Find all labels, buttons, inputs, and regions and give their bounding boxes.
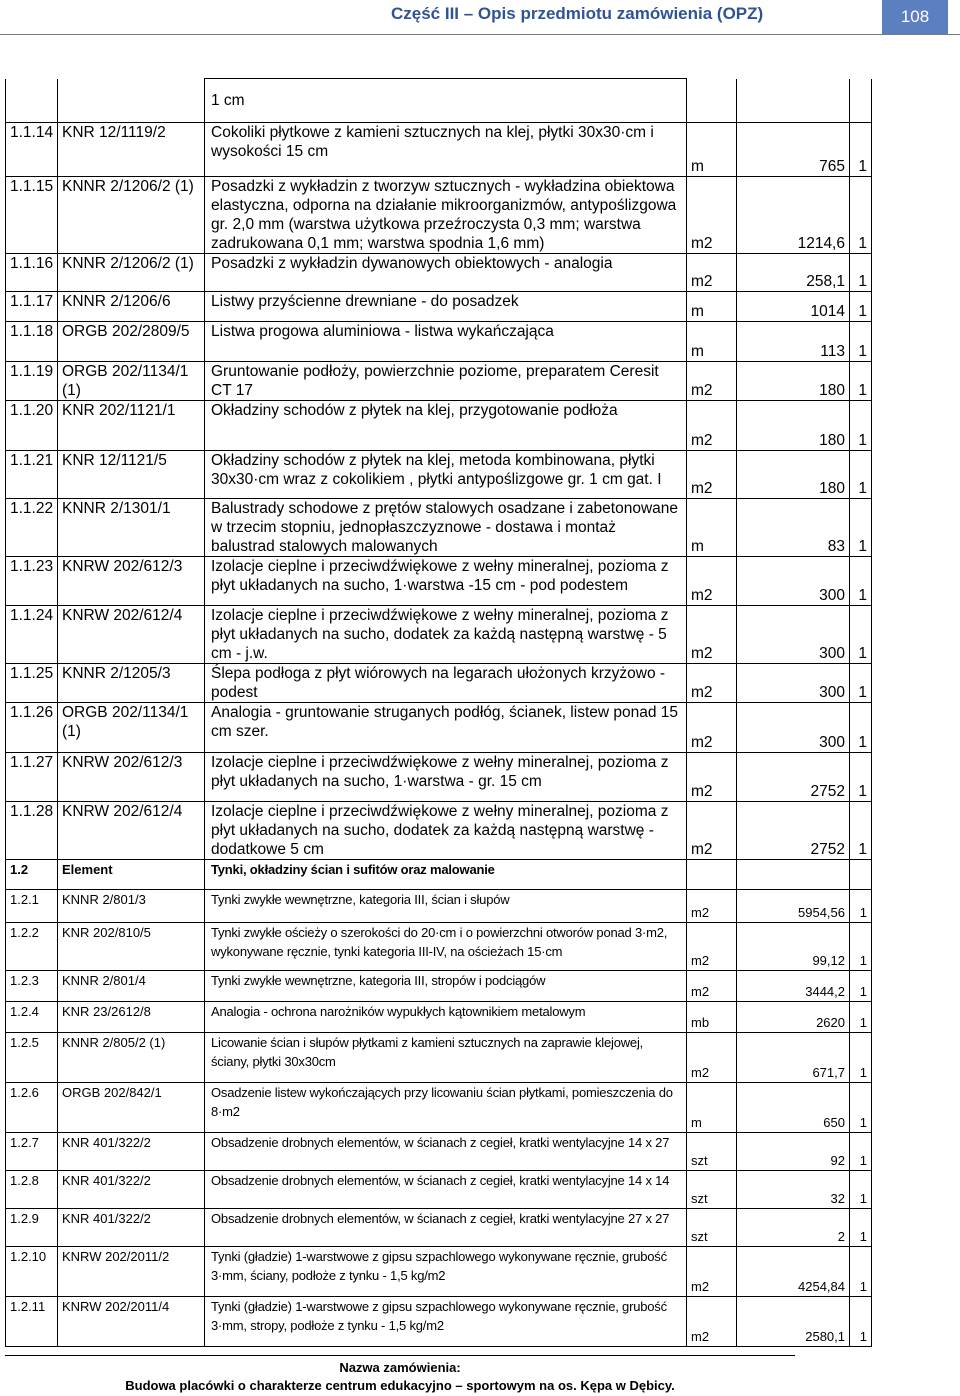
item-count: 1	[850, 177, 872, 254]
item-description: Tynki zwykłe wewnętrzne, kategoria III, ścian i słupów	[205, 890, 687, 923]
item-code: KNNR 2/1301/1	[58, 499, 205, 557]
item-quantity: 671,7	[737, 1033, 850, 1083]
item-description: Obsadzenie drobnych elementów, w ścianach z cegieł, kratki wentylacyjne 14 x 27	[205, 1133, 687, 1171]
element-title: Tynki, okładziny ścian i sufitów oraz malowanie	[205, 860, 687, 890]
item-number: 1.1.24	[6, 606, 58, 664]
item-quantity: 300	[737, 606, 850, 664]
item-count: 1	[850, 664, 872, 703]
table-row	[6, 1002, 872, 1033]
item-description: Tynki zwykłe wewnętrzne, kategoria III, stropów i podciągów	[205, 971, 687, 1002]
item-unit: mb	[687, 1002, 737, 1033]
item-number: 1.1.14	[6, 123, 58, 177]
table-row	[6, 1033, 872, 1083]
item-description: Balustrady schodowe z prętów stalowych osadzane i zabetonowane w trzecim stopniu, jednopłaszczyznowe - dostawa i montaż balustrad stalowych malowanych	[205, 499, 687, 557]
item-code: ORGB 202/842/1	[58, 1083, 205, 1133]
item-description: Izolacje cieplne i przeciwdźwiękowe z wełny mineralnej, poziomа z płyt układanych na sucho, 1·warstwa -15 cm - pod podestem	[205, 557, 687, 606]
page-number-badge: 108	[882, 0, 948, 34]
item-count: 1	[850, 923, 872, 971]
item-code: KNR 401/322/2	[58, 1171, 205, 1209]
item-quantity: 2752	[737, 802, 850, 860]
item-code: KNR 202/1121/1	[58, 401, 205, 451]
item-code: KNR 12/1119/2	[58, 123, 205, 177]
item-quantity: 1214,6	[737, 177, 850, 254]
item-quantity: 650	[737, 1083, 850, 1133]
item-count: 1	[850, 890, 872, 923]
item-code: KNRW 202/2011/4	[58, 1297, 205, 1347]
item-quantity: 2620	[737, 1002, 850, 1033]
item-count: 1	[850, 1171, 872, 1209]
item-description: Ślepa podłoga z płyt wiórowych na legarach ułożonych krzyżowo - podest	[205, 664, 687, 703]
table-row	[6, 499, 872, 557]
item-unit: m2	[687, 971, 737, 1002]
table-row	[6, 664, 872, 703]
table-row	[6, 923, 872, 971]
table-row	[6, 362, 872, 401]
item-count: 1	[850, 1209, 872, 1247]
item-count: 1	[850, 322, 872, 362]
item-unit: m2	[687, 254, 737, 292]
item-description: Listwy przyścienne drewniane - do posadzek	[205, 292, 687, 322]
item-code: KNRW 202/612/4	[58, 606, 205, 664]
item-unit: m2	[687, 401, 737, 451]
item-number: 1.1.15	[6, 177, 58, 254]
table-row	[6, 1297, 872, 1347]
item-count: 1	[850, 123, 872, 177]
item-count: 1	[850, 1297, 872, 1347]
item-code: KNRW 202/612/4	[58, 802, 205, 860]
item-number: 1.2.7	[6, 1133, 58, 1171]
item-quantity: 2752	[737, 753, 850, 802]
item-description: Tynki (gładzie) 1-warstwowe z gipsu szpachlowego wykonywane ręcznie, grubość 3·mm, stropy, podłoże z tynku - 1,5 kg/m2	[205, 1297, 687, 1347]
item-unit: m2	[687, 890, 737, 923]
item-quantity: 180	[737, 401, 850, 451]
item-description: Izolacje cieplne i przeciwdźwiękowe z wełny mineralnej, pozioma z płyt układanych na sucho, 1·warstwa - gr. 15 cm	[205, 753, 687, 802]
item-unit: m2	[687, 664, 737, 703]
item-unit: m2	[687, 923, 737, 971]
footer-order-label: Nazwa zamówienia:	[339, 1360, 461, 1375]
document-part-title: Część III – Opis przedmiotu zamówienia (OPZ)	[391, 4, 764, 23]
item-quantity: 765	[737, 123, 850, 177]
item-quantity: 180	[737, 362, 850, 401]
table-row	[6, 1247, 872, 1297]
item-count: 1	[850, 802, 872, 860]
item-quantity: 2580,1	[737, 1297, 850, 1347]
item-count: 1	[850, 1002, 872, 1033]
item-code: ORGB 202/1134/1 (1)	[58, 362, 205, 401]
header-divider	[0, 34, 960, 35]
element-heading-row	[6, 860, 872, 890]
item-quantity: 258,1	[737, 254, 850, 292]
item-code: ORGB 202/1134/1 (1)	[58, 703, 205, 753]
item-number: 1.2.8	[6, 1171, 58, 1209]
table-row	[6, 123, 872, 177]
item-count: 1	[850, 753, 872, 802]
footer-order-name: Budowa placówki o charakterze centrum edukacyjno – sportowym na os. Kępa w Dębicy.	[125, 1378, 675, 1393]
item-number: 1.1.19	[6, 362, 58, 401]
table-row	[6, 254, 872, 292]
item-description: Obsadzenie drobnych elementów, w ścianach z cegieł, kratki wentylacyjne 14 x 14	[205, 1171, 687, 1209]
item-quantity: 92	[737, 1133, 850, 1171]
item-quantity: 300	[737, 664, 850, 703]
item-unit: m	[687, 292, 737, 322]
item-code: KNNR 2/801/4	[58, 971, 205, 1002]
item-description: Cokoliki płytkowe z kamieni sztucznych na klej, płytki 30x30·cm i wysokości 15 cm	[205, 123, 687, 177]
item-number: 1.1.27	[6, 753, 58, 802]
item-number: 1.1.21	[6, 451, 58, 499]
item-quantity: 4254,84	[737, 1247, 850, 1297]
empty-cell	[687, 860, 737, 890]
item-quantity: 1014	[737, 292, 850, 322]
table-row-continuation	[6, 79, 872, 123]
item-unit: m	[687, 499, 737, 557]
footer-divider	[5, 1355, 795, 1356]
table-row	[6, 322, 872, 362]
item-unit: szt	[687, 1133, 737, 1171]
item-code: KNR 23/2612/8	[58, 1002, 205, 1033]
item-quantity: 3444,2	[737, 971, 850, 1002]
item-code: ORGB 202/2809/5	[58, 322, 205, 362]
item-code: KNNR 2/1205/3	[58, 664, 205, 703]
empty-cell	[737, 860, 850, 890]
item-unit: m	[687, 322, 737, 362]
item-count: 1	[850, 451, 872, 499]
item-number: 1.1.18	[6, 322, 58, 362]
item-description: Okładziny schodów z płytek na klej, przygotowanie podłoża	[205, 401, 687, 451]
item-number: 1.2.6	[6, 1083, 58, 1133]
item-count: 1	[850, 362, 872, 401]
item-code: KNRW 202/612/3	[58, 753, 205, 802]
item-code: KNNR 2/1206/2 (1)	[58, 254, 205, 292]
table-row	[6, 557, 872, 606]
item-number: 1.1.16	[6, 254, 58, 292]
item-code: KNNR 2/805/2 (1)	[58, 1033, 205, 1083]
item-number: 1.2.5	[6, 1033, 58, 1083]
item-unit: m2	[687, 451, 737, 499]
item-count: 1	[850, 292, 872, 322]
item-code: KNR 401/322/2	[58, 1133, 205, 1171]
item-count: 1	[850, 1133, 872, 1171]
item-number: 1.1.22	[6, 499, 58, 557]
item-code: KNNR 2/1206/6	[58, 292, 205, 322]
item-code: KNRW 202/612/3	[58, 557, 205, 606]
item-number: 1.2.11	[6, 1297, 58, 1347]
item-description: Analogia - ochrona narożników wypukłych kątownikiem metalowym	[205, 1002, 687, 1033]
item-count: 1	[850, 1083, 872, 1133]
item-count: 1	[850, 557, 872, 606]
item-count: 1	[850, 254, 872, 292]
item-quantity: 32	[737, 1171, 850, 1209]
item-unit: m2	[687, 1297, 737, 1347]
item-count: 1	[850, 606, 872, 664]
item-count: 1	[850, 703, 872, 753]
item-unit: m2	[687, 703, 737, 753]
item-code: KNNR 2/1206/2 (1)	[58, 177, 205, 254]
table-row	[6, 890, 872, 923]
item-number: 1.2.4	[6, 1002, 58, 1033]
item-number: 1.2.1	[6, 890, 58, 923]
item-description: Okładziny schodów z płytek na klej, metoda kombinowana, płytki 30x30·cm wraz z cokolikiem , płytki antypoślizgowe gr. 1 cm gat. I	[205, 451, 687, 499]
item-count: 1	[850, 1033, 872, 1083]
table-row	[6, 802, 872, 860]
item-quantity: 300	[737, 703, 850, 753]
item-number: 1.2.10	[6, 1247, 58, 1297]
item-description: Listwa progowa aluminiowa - listwa wykańczająca	[205, 322, 687, 362]
item-number: 1.1.20	[6, 401, 58, 451]
item-description: Posadzki z wykładzin z tworzyw sztucznych - wykładzina obiektowa elastyczna, odporna na działanie mikroorganizmów, antypoślizgowa gr. 2,0 mm (warstwa użytkowa przeźroczysta 0,3 mm; warstwa zadrukowana 0,1 mm; warstwa spodnia 1,6 mm)	[205, 177, 687, 254]
item-code: KNNR 2/801/3	[58, 890, 205, 923]
item-description: Tynki zwykłe ościeży o szerokości do 20·cm i o powierzchni otworów ponad 3·m2, wykonywane ręcznie, tynki kategoria III-IV, na ościeżach 15·cm	[205, 923, 687, 971]
item-count: 1	[850, 401, 872, 451]
item-unit: m2	[687, 557, 737, 606]
item-unit: m2	[687, 606, 737, 664]
item-description: Izolacje cieplne i przeciwdźwiękowe z wełny mineralnej, pozioma z płyt układanych na sucho, dodatek za każdą następną warstwę - 5 cm - j.w.	[205, 606, 687, 664]
item-quantity: 300	[737, 557, 850, 606]
table-row	[6, 1171, 872, 1209]
item-number: 1.1.26	[6, 703, 58, 753]
item-description: Licowanie ścian i słupów płytkami z kamieni sztucznych na zaprawie klejowej, ściany, płytki 30x30cm	[205, 1033, 687, 1083]
cost-estimate-table	[5, 78, 872, 1347]
table-row	[6, 292, 872, 322]
item-code: KNR 12/1121/5	[58, 451, 205, 499]
item-count: 1	[850, 1247, 872, 1297]
item-unit: m2	[687, 362, 737, 401]
item-quantity: 180	[737, 451, 850, 499]
item-unit: m	[687, 1083, 737, 1133]
item-description: Obsadzenie drobnych elementów, w ścianach z cegieł, kratki wentylacyjne 27 x 27	[205, 1209, 687, 1247]
element-number: 1.2	[6, 860, 58, 890]
table-row	[6, 177, 872, 254]
table-row	[6, 606, 872, 664]
continuation-text: 1 cm	[205, 79, 687, 123]
element-label: Element	[58, 860, 205, 890]
item-number: 1.2.3	[6, 971, 58, 1002]
item-unit: szt	[687, 1171, 737, 1209]
item-code: KNRW 202/2011/2	[58, 1247, 205, 1297]
item-count: 1	[850, 971, 872, 1002]
item-unit: m2	[687, 177, 737, 254]
item-number: 1.1.17	[6, 292, 58, 322]
item-code: KNR 401/322/2	[58, 1209, 205, 1247]
table-row	[6, 1209, 872, 1247]
item-unit: m2	[687, 802, 737, 860]
item-quantity: 83	[737, 499, 850, 557]
item-quantity: 5954,56	[737, 890, 850, 923]
item-unit: szt	[687, 1209, 737, 1247]
item-number: 1.1.28	[6, 802, 58, 860]
item-number: 1.1.25	[6, 664, 58, 703]
empty-cell	[850, 860, 872, 890]
item-unit: m2	[687, 753, 737, 802]
item-description: Izolacje cieplne i przeciwdźwiękowe z wełny mineralnej, pozioma z płyt układanych na sucho, dodatek za każdą następną warstwę - dodatkowe 5 cm	[205, 802, 687, 860]
item-count: 1	[850, 499, 872, 557]
item-description: Osadzenie listew wykończających przy licowaniu ścian płytkami, pomieszczenia do 8·m2	[205, 1083, 687, 1133]
item-quantity: 2	[737, 1209, 850, 1247]
item-number: 1.1.23	[6, 557, 58, 606]
table-row	[6, 971, 872, 1002]
item-description: Posadzki z wykładzin dywanowych obiektowych - analogia	[205, 254, 687, 292]
item-description: Analogia - gruntowanie struganych podłóg, ścianek, listew ponad 15 cm szer.	[205, 703, 687, 753]
item-description: Gruntowanie podłoży, powierzchnie poziome, preparatem Ceresit CT 17	[205, 362, 687, 401]
table-row	[6, 1083, 872, 1133]
item-unit: m2	[687, 1033, 737, 1083]
table-row	[6, 401, 872, 451]
item-quantity: 113	[737, 322, 850, 362]
table-row	[6, 1133, 872, 1171]
item-number: 1.2.9	[6, 1209, 58, 1247]
item-quantity: 99,12	[737, 923, 850, 971]
item-unit: m2	[687, 1247, 737, 1297]
item-unit: m	[687, 123, 737, 177]
table-row	[6, 451, 872, 499]
item-code: KNR 202/810/5	[58, 923, 205, 971]
table-row	[6, 753, 872, 802]
item-description: Tynki (gładzie) 1-warstwowe z gipsu szpachlowego wykonywane ręcznie, grubość 3·mm, ściany, podłoże z tynku - 1,5 kg/m2	[205, 1247, 687, 1297]
item-number: 1.2.2	[6, 923, 58, 971]
table-row	[6, 703, 872, 753]
